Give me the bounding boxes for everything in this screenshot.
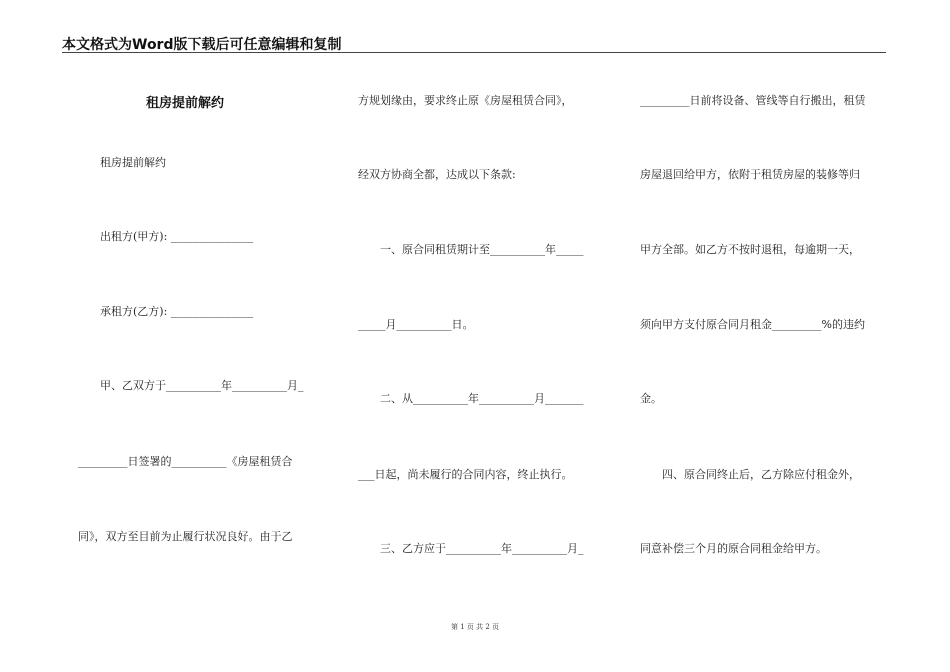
col1-line-3: 承租方(乙方): _______________: [100, 305, 254, 318]
col2-line-4: _____月__________日。: [358, 318, 474, 331]
col1-line-1: 租房提前解约: [100, 156, 166, 169]
col1-line-6: 同》，双方至目前为止履行状况良好。由于乙: [78, 530, 293, 543]
col3-line-1: _________日前将设备、管线等自行搬出，租赁: [640, 94, 866, 107]
col2-line-5: 二、从__________年__________月_______: [380, 392, 584, 405]
header-divider: [62, 52, 886, 53]
col2-line-1: 方规划缘由，要求终止原《房屋租赁合同》，: [358, 94, 573, 107]
col3-line-7: 同意补偿三个月的原合同租金给甲方。: [640, 542, 827, 555]
col3-line-5: 金。: [640, 392, 662, 405]
col3-line-3: 甲方全部。如乙方不按时退租，每逾期一天，: [640, 243, 860, 256]
page-number: 第 1 页 共 2 页: [450, 623, 500, 631]
col3-line-2: 房屋退回给甲方，依附于租赁房屋的装修等归: [640, 168, 860, 181]
col2-line-6: ___日起，尚未履行的合同内容，终止执行。: [358, 468, 573, 481]
col1-line-2: 出租方(甲方): _______________: [100, 230, 254, 243]
col2-line-7: 三、乙方应于__________年__________月_: [380, 542, 584, 555]
col3-line-4: 须向甲方支付原合同月租金_________%的违约: [640, 318, 865, 331]
document-title: 租房提前解约: [146, 96, 225, 111]
col1-line-4: 甲、乙双方于__________年__________月_: [100, 379, 304, 392]
col1-line-5: _________日签署的__________《房屋租赁合: [78, 455, 293, 468]
header-title: 本文格式为Word版下载后可任意编辑和复制: [62, 37, 342, 53]
col3-line-6: 四、原合同终止后，乙方除应付租金外，: [662, 468, 860, 481]
col2-line-3: 一、原合同租赁期计至__________年_____: [380, 243, 584, 256]
col2-line-2: 经双方协商全都，达成以下条款:: [358, 168, 516, 181]
